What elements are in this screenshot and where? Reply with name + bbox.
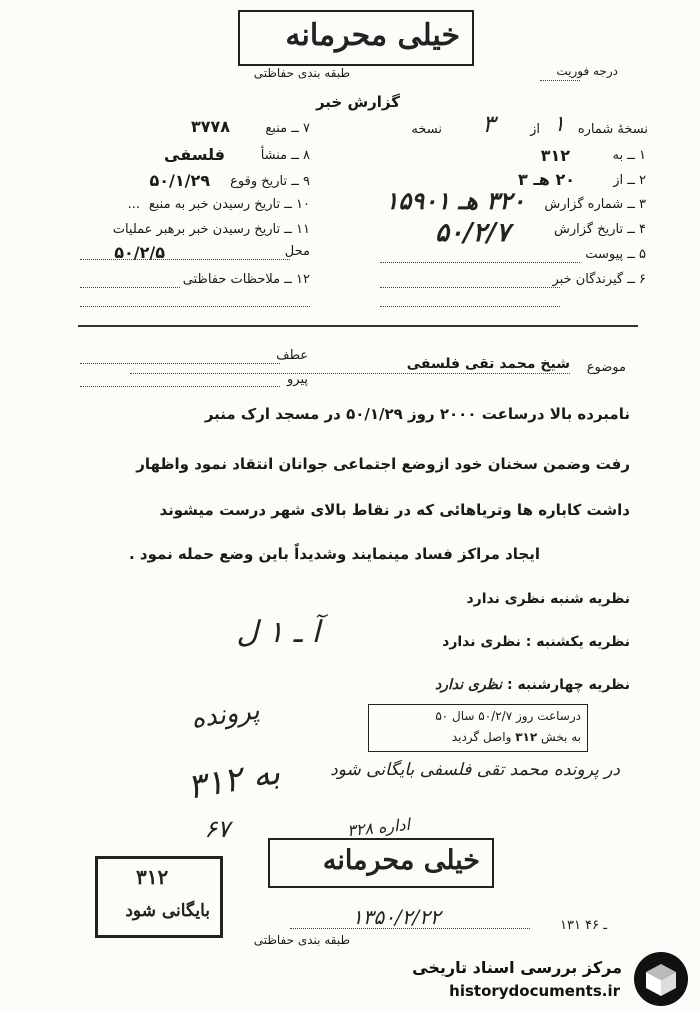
field-report-date-label: ۴ ــ تاریخ گزارش: [554, 222, 646, 237]
security-notes-dots-2: [80, 306, 310, 307]
received-stamp: [368, 704, 588, 752]
body-line-1: نامبرده بالا درساعت ۲۰۰۰ روز ۵۰/۱/۲۹ در مسجد ارک منبر: [204, 405, 630, 423]
peyro-label: پیرو: [287, 372, 308, 387]
watermark-url: historydocuments.ir: [449, 982, 620, 1000]
received-stamp-roz: روز: [515, 709, 534, 723]
footer-date: ۱۳۵۰/۲/۲۲: [352, 905, 441, 929]
opinion-wednesday-value: نظری ندارد: [435, 677, 503, 693]
received-stamp-section-value: ۳۱۲: [515, 730, 538, 744]
received-stamp-line2: [452, 730, 581, 744]
opinion-saturday-value: نظری ندارد: [466, 591, 546, 607]
field-to-label: ۱ ــ به: [612, 148, 646, 163]
field-source-receipt-label: ۱۰ ــ تاریخ رسیدن خبر به منبع: [148, 197, 310, 212]
footer-code: ۱۳۱ ـ ۴۶: [560, 918, 608, 933]
hand-signature-2: پرونده: [189, 695, 262, 735]
hand-note: در پرونده محمد تقی فلسفی بایگانی شود: [330, 760, 620, 780]
archive-stamp-text: بایگانی شود: [125, 901, 210, 921]
field-recipients-label: ۶ ــ گیرندگان خبر: [552, 272, 646, 287]
field-copy-of-label: از: [530, 122, 540, 137]
body-line-4: ایجاد مراکز فساد مینمایند وشدیداً باین وضع حمله نمود .: [129, 545, 540, 563]
priority-dots: [540, 80, 580, 81]
field-source-value: ۳۷۷۸: [190, 117, 230, 136]
atf-dots: [80, 363, 280, 364]
field-source-receipt-value: ...: [127, 197, 140, 212]
report-title: گزارش خبر: [315, 93, 400, 111]
field-location-label: محل: [284, 244, 310, 259]
field-copy-number-value: ۱: [553, 112, 565, 137]
subject-dots: [130, 373, 570, 374]
received-stamp-date: ۵۰/۲/۷: [478, 709, 513, 723]
hand-signature: به ۳۱۲: [183, 752, 283, 808]
recipients-dots: [380, 287, 560, 288]
book-logo-icon: [632, 950, 690, 1008]
body-line-3: داشت کاباره ها وتریاهائی که در نقاط بالای شهر درست میشوند: [159, 501, 630, 519]
recipients-dots-2: [380, 306, 560, 307]
classification-caption-bottom: طبقه بندی حفاظتی: [253, 933, 350, 947]
field-occurrence-date-value: ۵۰/۱/۲۹: [149, 171, 210, 190]
field-from-label: ۲ ــ از: [613, 173, 646, 188]
hand-number-note: ۶۷: [204, 815, 230, 843]
field-security-notes-label: ۱۲ ــ ملاحظات حفاظتی: [182, 272, 310, 287]
field-operation-receipt-label: ۱۱ ــ تاریخ رسیدن خبر برهبر عملیات: [112, 222, 310, 237]
field-copy-number-label: نسخهٔ شماره: [577, 122, 648, 137]
security-notes-dots: [80, 287, 180, 288]
classification-stamp-top-text: خیلی محرمانه: [285, 18, 460, 53]
field-report-date-value: ۵۰/۲/۷: [435, 218, 510, 248]
attachment-dots: [380, 262, 580, 263]
hand-archive-note: اداره ۳۲۸: [346, 814, 411, 841]
opinion-sunday-value: نظری ندارد: [442, 634, 521, 650]
opinion-wednesday: نظریه چهارشنبه : نظری ندارد: [435, 677, 630, 693]
opinion-wednesday-label: نظریه چهارشنبه: [517, 677, 630, 693]
field-report-number-label: ۳ ــ شماره گزارش: [544, 197, 646, 212]
archive-stamp: [95, 856, 223, 938]
location-dots: [80, 259, 290, 260]
received-stamp-time-label: درساعت: [537, 709, 581, 723]
classification-stamp-top: [238, 10, 474, 66]
subject-value: شیخ محمد تقی فلسفی: [406, 356, 570, 372]
field-from-value: ۲۰ هـ ۳: [518, 170, 575, 189]
subject-label: موضوع: [586, 360, 626, 375]
field-origin-value: فلسفی: [164, 145, 225, 164]
field-occurrence-date-label: ۹ ــ تاریخ وقوع: [230, 174, 310, 189]
received-stamp-line1: [435, 709, 581, 723]
opinion-sunday: نظریه یکشنبه : نظری ندارد: [442, 634, 630, 650]
priority-label: درجه فوریت: [556, 64, 618, 78]
field-copy-suffix-label: نسخه: [411, 122, 442, 137]
footer-dots: [290, 928, 530, 929]
field-source-label: ۷ ــ منبع: [265, 121, 310, 136]
opinion-saturday: [467, 591, 631, 607]
body-line-2: رفت وضمن سخنان خود ازوضع اجتماعی جوانان انتقاد نمود واظهار: [136, 455, 630, 473]
field-to-value: ۳۱۲: [540, 146, 570, 165]
field-copy-of-value: ۳: [482, 110, 495, 138]
field-origin-label: ۸ ــ منشأ: [260, 148, 310, 163]
header-divider: [78, 325, 638, 327]
classification-caption-top: طبقه بندی حفاظتی: [253, 66, 350, 80]
peyro-dots: [80, 386, 280, 387]
received-stamp-year: سال ۵۰: [435, 709, 475, 723]
atf-label: عطف: [276, 348, 308, 363]
watermark-title: مرکز بررسی اسناد تاریخی: [412, 958, 622, 977]
field-operation-receipt-value: ۵۰/۲/۵: [114, 243, 165, 262]
archive-stamp-number: ۳۱۲: [136, 865, 169, 889]
classification-stamp-bottom: [268, 838, 494, 888]
opinion-sunday-label: نظریه یکشنبه: [536, 634, 630, 650]
field-attachment-label: ۵ ــ پیوست: [585, 247, 646, 262]
field-report-number-value: ۳۲۰ هـ ۱۵۹۰۱: [385, 186, 525, 215]
hand-initials: آ ـ ۱ ل: [236, 615, 320, 650]
received-stamp-suffix: واصل گردید: [451, 730, 512, 744]
classification-stamp-bottom-text: خیلی محرمانه: [322, 845, 480, 876]
opinion-saturday-label: نظریه شنبه: [550, 591, 630, 607]
received-stamp-section-label: به بخش: [541, 730, 581, 744]
